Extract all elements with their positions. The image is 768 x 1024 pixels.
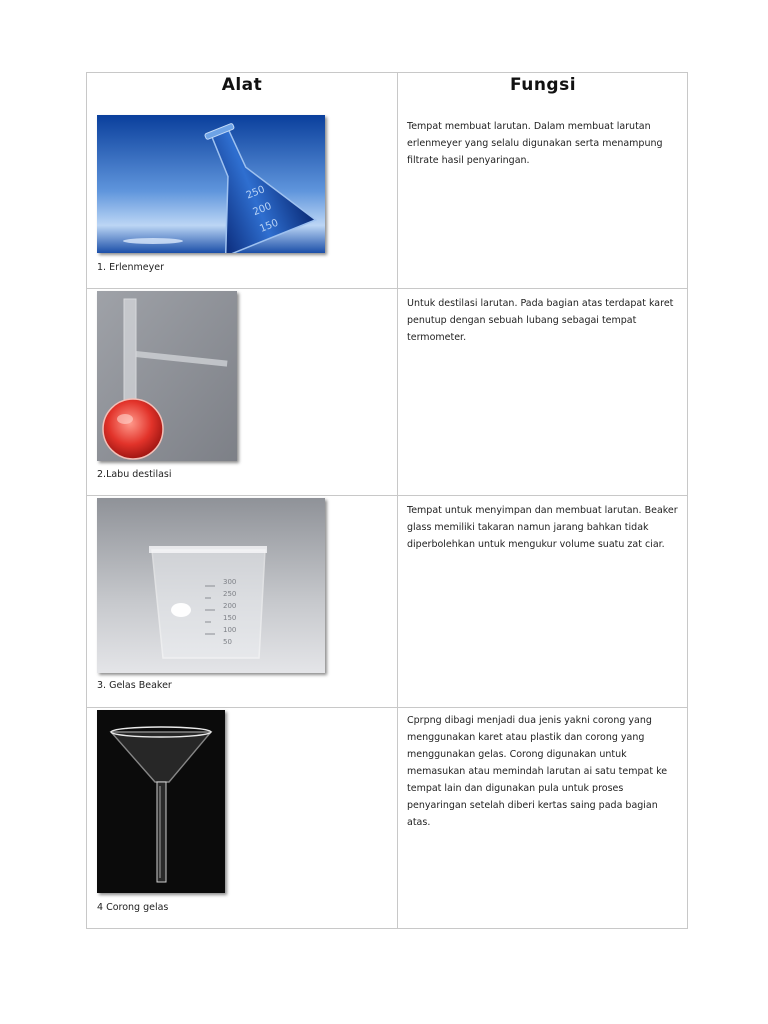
- erlenmeyer-mark: 150: [258, 217, 281, 235]
- caption-corong-gelas: 4 Corong gelas: [97, 902, 169, 913]
- description-corong-gelas: Cprpng dibagi menjadi dua jenis yakni corong yang menggunakan karet atau plastik dan corong yang menggunakan gelas. Corong digunakan untuk memasukan atau memindah larutan ai satu tempat ke tempat lain dan digunakan pula untuk proses penyaringan setelah diberi kertas saing pada bagian atas.: [407, 715, 668, 828]
- tools-table: [86, 72, 688, 929]
- header-fungsi: Fungsi: [509, 75, 577, 95]
- beaker-mark: 50: [223, 638, 232, 646]
- beaker-mark: 200: [223, 602, 237, 610]
- beaker-mark: 300: [223, 578, 237, 586]
- erlenmeyer-mark: 250: [244, 184, 267, 202]
- erlenmeyer-photo: [97, 115, 325, 253]
- beaker-photo: [97, 498, 325, 673]
- description-gelas-beaker: Tempat untuk menyimpan dan membuat larutan. Beaker glass memiliki takaran namun jarang bahkan tidak diperbolehkan untuk mengukur volume suatu zat ciar.: [407, 505, 678, 550]
- caption-erlenmeyer: 1. Erlenmeyer: [97, 262, 164, 273]
- erlenmeyer-mark: 200: [251, 200, 274, 219]
- description-labu-destilasi: Untuk destilasi larutan. Pada bagian atas terdapat karet penutup dengan sebuah lubang sebagai tempat termometer.: [407, 298, 674, 343]
- header-alat: Alat: [221, 75, 263, 95]
- caption-gelas-beaker: 3. Gelas Beaker: [97, 680, 172, 691]
- column-divider: [397, 73, 398, 928]
- beaker-mark: 250: [223, 590, 237, 598]
- row-divider: [87, 288, 687, 289]
- beaker-mark: 150: [223, 614, 237, 622]
- funnel-photo: [97, 710, 225, 893]
- row-divider: [87, 495, 687, 496]
- description-erlenmeyer: Tempat membuat larutan. Dalam membuat larutan erlenmeyer yang selalu digunakan serta menampung filtrate hasil penyaringan.: [407, 121, 663, 166]
- row-divider: [87, 707, 687, 708]
- beaker-mark: 100: [223, 626, 237, 634]
- caption-labu-destilasi: 2.Labu destilasi: [97, 469, 172, 480]
- distillation-flask-photo: [97, 291, 237, 461]
